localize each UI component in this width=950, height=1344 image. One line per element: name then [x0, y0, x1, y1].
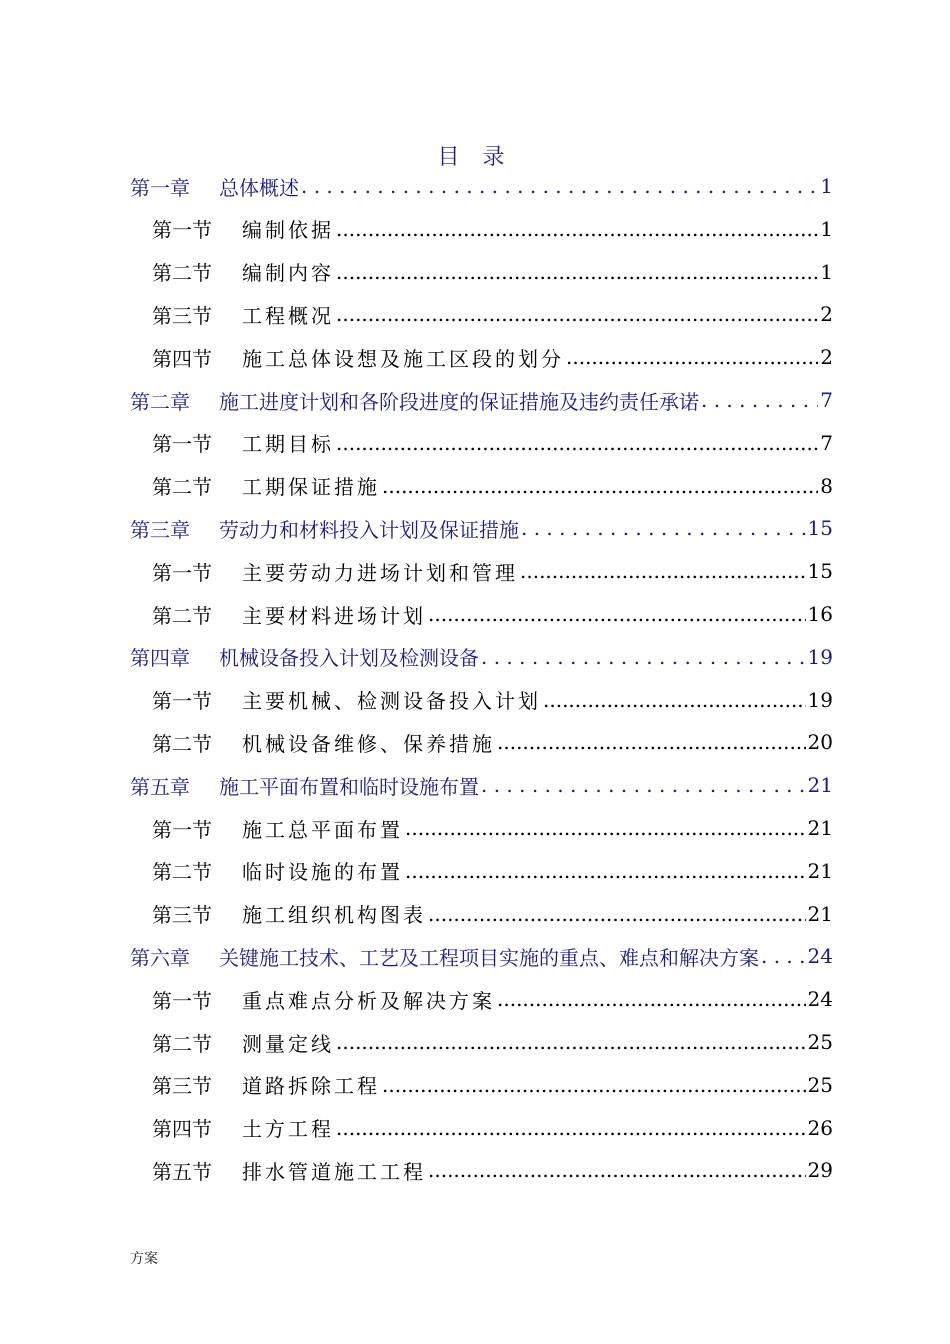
toc-chapter-entry[interactable]	[130, 508, 833, 548]
chapter-number: 第六章	[130, 945, 190, 970]
toc-chapter-entry[interactable]	[130, 166, 833, 206]
chapter-title: 关键施工技术、工艺及工程项目实施的重点、难点和解决方案	[219, 945, 759, 970]
page-number: 21	[807, 816, 833, 840]
section-number: 第二节	[152, 860, 212, 885]
toc-section-entry[interactable]	[152, 209, 833, 249]
dot-leader	[405, 816, 806, 840]
footer-text: 方案	[130, 1251, 158, 1267]
dot-leader	[566, 345, 818, 369]
toc-chapter-entry[interactable]	[130, 380, 833, 420]
dot-leader	[336, 431, 818, 455]
dot-leader	[543, 688, 806, 712]
dot-leader	[497, 987, 806, 1011]
section-title: 道路拆除工程	[242, 1074, 380, 1099]
section-number: 第二节	[152, 475, 212, 500]
page-number: 29	[807, 1158, 833, 1183]
dot-leader	[428, 1158, 806, 1182]
dot-leader	[520, 559, 806, 583]
section-title: 施工总体设想及施工区段的划分	[242, 346, 564, 371]
page-number: 1	[820, 259, 833, 284]
toc-section-entry[interactable]	[152, 252, 833, 292]
page-number: 1	[820, 174, 833, 198]
toc-section-entry[interactable]	[152, 466, 833, 506]
dot-leader	[497, 730, 806, 754]
section-number: 第五节	[152, 1159, 212, 1184]
dot-leader	[336, 1116, 806, 1140]
page-number: 15	[807, 559, 833, 584]
toc-section-entry[interactable]	[152, 680, 833, 720]
page-number: 24	[807, 987, 833, 1012]
toc-section-entry[interactable]	[152, 808, 833, 848]
toc-section-entry[interactable]	[152, 594, 833, 634]
section-title: 施工组织机构图表	[242, 903, 426, 928]
section-title: 工期保证措施	[242, 475, 380, 500]
page-number: 25	[807, 1030, 833, 1054]
section-title: 编制依据	[242, 218, 334, 243]
section-number: 第一节	[152, 432, 212, 457]
section-title: 工程概况	[242, 303, 334, 328]
dot-leader	[481, 645, 806, 669]
section-number: 第二节	[152, 1031, 212, 1056]
section-title: 机械设备维修、保养措施	[242, 731, 495, 756]
chapter-number: 第三章	[130, 517, 190, 542]
dot-leader	[761, 944, 806, 968]
section-title: 临时设施的布置	[242, 860, 403, 885]
page-number: 7	[820, 430, 833, 455]
section-number: 第一节	[152, 817, 212, 842]
dot-leader	[336, 260, 818, 284]
toc-chapter-entry[interactable]	[130, 936, 833, 976]
page-number: 21	[807, 901, 833, 926]
page-number: 7	[820, 388, 833, 412]
toc-chapter-entry[interactable]	[130, 765, 833, 805]
section-number: 第二节	[152, 261, 212, 286]
chapter-title: 总体概述	[219, 175, 299, 200]
section-title: 重点难点分析及解决方案	[242, 988, 495, 1013]
page-number: 19	[807, 687, 833, 712]
section-title: 土方工程	[242, 1117, 334, 1142]
toc-section-entry[interactable]	[152, 1108, 833, 1148]
dot-leader	[428, 902, 806, 926]
dot-leader	[336, 217, 818, 241]
page-number: 16	[807, 602, 833, 626]
section-number: 第二节	[152, 731, 212, 756]
section-number: 第三节	[152, 1074, 212, 1099]
toc-section-entry[interactable]	[152, 1065, 833, 1105]
section-number: 第三节	[152, 303, 212, 328]
section-title: 排水管道施工工程	[242, 1159, 426, 1184]
chapter-number: 第一章	[130, 175, 190, 200]
section-number: 第一节	[152, 988, 212, 1013]
chapter-number: 第五章	[130, 774, 190, 799]
toc-section-entry[interactable]	[152, 423, 833, 463]
page-number: 2	[820, 345, 833, 370]
toc-title: 目 录	[437, 145, 513, 170]
page-number: 25	[807, 1072, 833, 1097]
chapter-title: 施工进度计划和各阶段进度的保证措施及违约责任承诺	[219, 389, 699, 414]
section-number: 第一节	[152, 560, 212, 585]
section-title: 工期目标	[242, 432, 334, 457]
toc-section-entry[interactable]	[152, 851, 833, 891]
page-number: 15	[807, 516, 833, 541]
section-number: 第二节	[152, 603, 212, 628]
dot-leader	[701, 388, 818, 412]
toc-section-entry[interactable]	[152, 337, 833, 377]
section-number: 第四节	[152, 1117, 212, 1142]
dot-leader	[336, 1030, 806, 1054]
section-title: 主要材料进场计划	[242, 603, 426, 628]
toc-section-entry[interactable]	[152, 894, 833, 934]
toc-chapter-entry[interactable]	[130, 637, 833, 677]
dot-leader	[521, 516, 806, 540]
dot-leader	[336, 302, 818, 326]
chapter-title: 机械设备投入计划及检测设备	[219, 646, 479, 671]
toc-section-entry[interactable]	[152, 294, 833, 334]
page-number: 2	[820, 302, 833, 327]
section-number: 第一节	[152, 218, 212, 243]
section-title: 施工总平面布置	[242, 817, 403, 842]
page-number: 21	[807, 773, 833, 798]
chapter-number: 第二章	[130, 389, 190, 414]
dot-leader	[481, 773, 806, 797]
page-number: 21	[807, 858, 833, 883]
section-number: 第一节	[152, 689, 212, 714]
dot-leader	[428, 602, 806, 626]
dot-leader	[382, 474, 818, 498]
dot-leader	[382, 1073, 806, 1097]
page-number: 1	[820, 216, 833, 241]
page-number: 20	[807, 730, 833, 755]
toc-section-entry[interactable]	[152, 551, 833, 591]
dot-leader	[405, 859, 806, 883]
page-number: 24	[807, 944, 833, 969]
toc-section-entry[interactable]	[152, 1150, 833, 1190]
section-title: 主要劳动力进场计划和管理	[242, 560, 518, 585]
page-number: 26	[807, 1115, 833, 1140]
section-title: 编制内容	[242, 261, 334, 286]
dot-leader	[301, 174, 818, 198]
toc-section-entry[interactable]	[152, 722, 833, 762]
section-title: 测量定线	[242, 1031, 334, 1056]
page-number: 19	[807, 644, 833, 669]
section-title: 主要机械、检测设备投入计划	[242, 689, 541, 714]
toc-section-entry[interactable]	[152, 1022, 833, 1062]
toc-section-entry[interactable]	[152, 979, 833, 1019]
chapter-title: 劳动力和材料投入计划及保证措施	[219, 517, 519, 542]
section-number: 第三节	[152, 903, 212, 928]
page-number: 8	[820, 473, 833, 498]
section-number: 第四节	[152, 346, 212, 371]
chapter-number: 第四章	[130, 646, 190, 671]
chapter-title: 施工平面布置和临时设施布置	[219, 774, 479, 799]
